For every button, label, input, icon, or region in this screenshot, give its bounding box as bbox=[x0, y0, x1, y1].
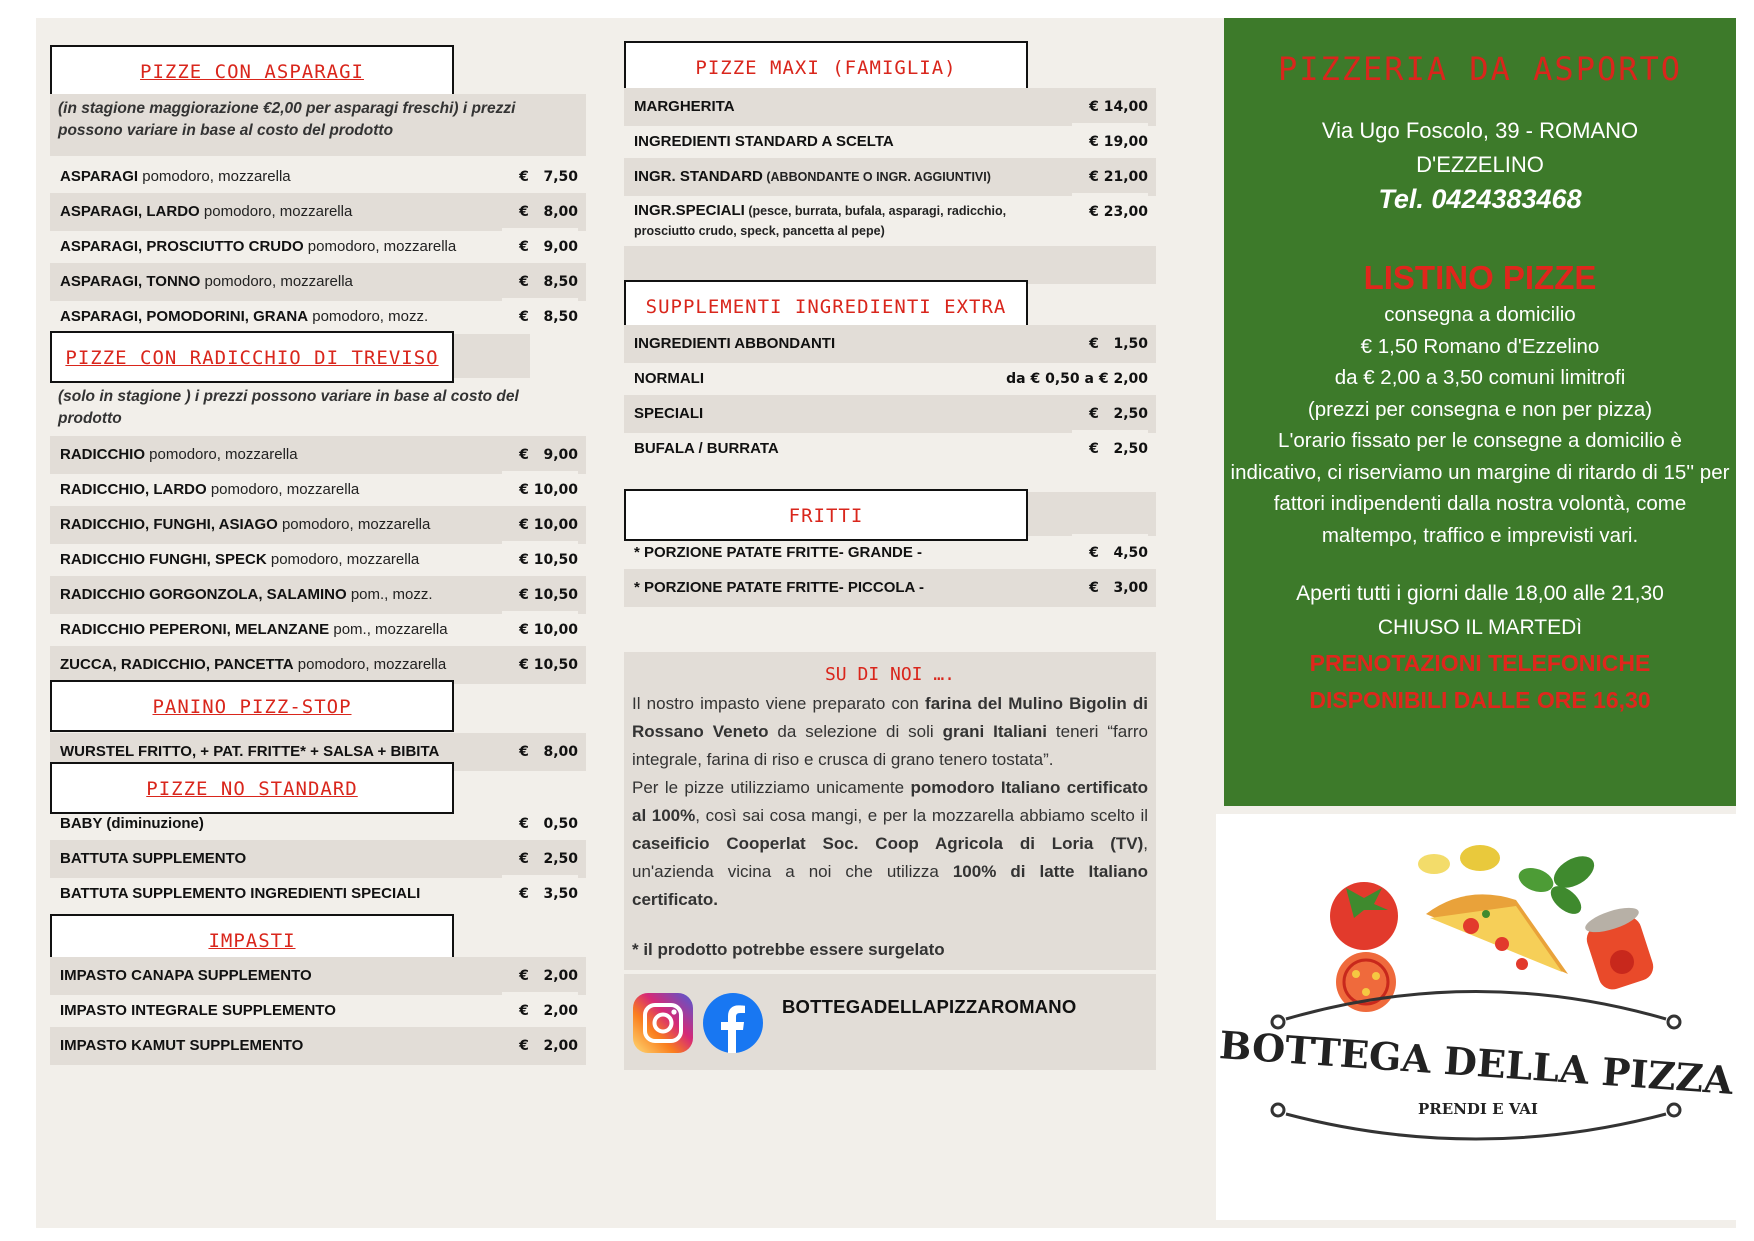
item-name: IMPASTO KAMUT SUPPLEMENTO bbox=[60, 1037, 304, 1054]
menu-item bbox=[50, 436, 586, 474]
section-title-maxi: PIZZE MAXI (FAMIGLIA) bbox=[624, 41, 1028, 93]
item-price: € 7,50 bbox=[502, 158, 578, 196]
item-price: € 3,00 bbox=[1089, 580, 1148, 596]
item-price: € 8,50 bbox=[519, 274, 578, 290]
delivery-line: (prezzi per consegna e non per pizza) bbox=[1307, 397, 1653, 421]
info-panel bbox=[1224, 18, 1736, 806]
menu-item bbox=[50, 992, 586, 1030]
item-price: € 10,50 bbox=[519, 657, 578, 673]
pizza-slice-icon bbox=[1426, 894, 1568, 974]
item-name: IMPASTO INTEGRALE SUPPLEMENTO bbox=[60, 1002, 336, 1019]
item-description: pomodoro, mozzarella bbox=[293, 656, 447, 673]
section-title-panino: PANINO PIZZ-STOP bbox=[50, 680, 454, 732]
item-name: INGREDIENTI STANDARD A SCELTA bbox=[634, 133, 894, 150]
item-price: € 9,00 bbox=[519, 447, 578, 463]
section-title-nostandard: PIZZE NO STANDARD bbox=[50, 762, 454, 814]
closed-day-line: CHIUSO IL MARTEDì bbox=[1377, 616, 1583, 639]
delivery-line: consegna a domicilio bbox=[1384, 303, 1576, 326]
item-description: pomodoro, mozz. bbox=[308, 308, 429, 325]
logo-block bbox=[1216, 814, 1736, 1220]
menu-item bbox=[50, 228, 586, 266]
item-name: INGREDIENTI ABBONDANTI bbox=[634, 335, 836, 352]
item-price: € 19,00 bbox=[1072, 123, 1148, 161]
menu-item bbox=[50, 576, 586, 614]
menu-item bbox=[624, 123, 1156, 161]
item-price: € 2,00 bbox=[502, 992, 578, 1030]
garlic-icon bbox=[1418, 845, 1500, 874]
section-title-fritti: FRITTI bbox=[624, 489, 1028, 541]
reservations-note bbox=[1224, 645, 1736, 719]
item-name: NORMALI bbox=[634, 370, 704, 387]
item-name: IMPASTO CANAPA SUPPLEMENTO bbox=[60, 967, 312, 984]
menu-page bbox=[36, 18, 1736, 1228]
menu-item bbox=[50, 875, 586, 913]
item-price: € 2,00 bbox=[519, 968, 578, 984]
opening-hours-line: Aperti tutti i giorni dalle 18,00 alle 21,30 bbox=[1296, 582, 1664, 605]
item-price: € 21,00 bbox=[1089, 169, 1148, 185]
menu-item bbox=[50, 193, 586, 231]
reservations-line: DISPONIBILI DALLE ORE 16,30 bbox=[1309, 687, 1651, 713]
section-title-radicchio: PIZZE CON RADICCHIO DI TREVISO bbox=[50, 331, 454, 383]
menu-item bbox=[624, 360, 1156, 398]
delivery-info bbox=[1224, 299, 1736, 551]
menu-item bbox=[50, 611, 586, 649]
delivery-line: € 1,50 Romano d'Ezzelino bbox=[1360, 334, 1600, 358]
social-bar bbox=[624, 974, 1156, 1070]
listino-title: LISTINO PIZZE bbox=[1363, 259, 1597, 296]
item-name: ASPARAGI, LARDO bbox=[60, 203, 200, 220]
tomato-icon bbox=[1330, 882, 1398, 950]
item-name: BATTUTA SUPPLEMENTO bbox=[60, 850, 247, 867]
item-name: ASPARAGI, POMODORINI, GRANA bbox=[60, 308, 309, 325]
item-price: € 8,50 bbox=[502, 298, 578, 336]
menu-item bbox=[624, 569, 1156, 607]
menu-item bbox=[50, 646, 586, 684]
tomato-slice-icon bbox=[1336, 952, 1396, 1012]
spacer-band bbox=[624, 246, 1156, 284]
menu-item bbox=[50, 541, 586, 579]
item-description: pomodoro, mozzarella bbox=[199, 203, 353, 220]
item-name: RADICCHIO FUNGHI, SPECK bbox=[60, 551, 267, 568]
menu-item bbox=[624, 534, 1156, 572]
item-name: INGR.SPECIALI bbox=[634, 202, 745, 219]
menu-item bbox=[50, 263, 586, 301]
item-description: (pesce, burrata, bufala, asparagi, radicchio, prosciutto crudo, speck, pancetta al pepe) bbox=[634, 204, 1007, 238]
section-title-impasti: IMPASTI bbox=[50, 914, 454, 966]
about-paragraph-2: Per le pizze utilizziamo unicamente pomodoro Italiano certificato al 100%, così sai cosa mangi, e per la mozzarella abbiamo scelto il caseificio Cooperlat Soc. Coop Agricola di Loria (TV), un'azienda vicina a noi che utilizza 100% di latte Italiano certificato. bbox=[632, 778, 1148, 909]
item-name: INGR. STANDARD bbox=[634, 168, 763, 185]
about-title: SU DI NOI …. bbox=[824, 664, 956, 685]
item-name: * PORZIONE PATATE FRITTE- GRANDE - bbox=[634, 544, 923, 561]
item-price: € 2,50 bbox=[1089, 406, 1148, 422]
menu-item bbox=[624, 395, 1156, 433]
item-name: ZUCCA, RADICCHIO, PANCETTA bbox=[60, 656, 294, 673]
bottega-logo bbox=[1216, 814, 1736, 1220]
item-price: € 10,00 bbox=[502, 611, 578, 649]
item-price: € 10,50 bbox=[502, 541, 578, 579]
menu-item bbox=[50, 1027, 586, 1065]
basil-icon bbox=[1515, 850, 1599, 919]
item-price: € 10,50 bbox=[519, 587, 578, 603]
logo-name: BOTTEGA DELLA PIZZA bbox=[1217, 1022, 1735, 1103]
about-us-box bbox=[624, 652, 1156, 970]
about-footnote: * il prodotto potrebbe essere surgelato bbox=[632, 940, 945, 959]
sauce-jar-icon bbox=[1583, 903, 1657, 993]
item-description: pomodoro, mozzarella bbox=[145, 446, 298, 463]
item-description: pom., mozz. bbox=[346, 586, 433, 603]
item-name: RADICCHIO, FUNGHI, ASIAGO bbox=[60, 516, 278, 533]
menu-item bbox=[50, 471, 586, 509]
facebook-icon[interactable] bbox=[702, 992, 764, 1054]
menu-item bbox=[50, 840, 586, 878]
item-description: pomodoro, mozzarella bbox=[266, 551, 420, 568]
item-name: BATTUTA SUPPLEMENTO INGREDIENTI SPECIALI bbox=[60, 885, 421, 902]
item-price: € 2,50 bbox=[519, 851, 578, 867]
item-name: RADICCHIO bbox=[60, 446, 145, 463]
item-description: (ABBONDANTE O INGR. AGGIUNTIVI) bbox=[762, 170, 991, 184]
item-price: € 8,00 bbox=[519, 744, 578, 760]
item-name: ASPARAGI bbox=[60, 168, 139, 185]
item-description: pomodoro, mozzarella bbox=[303, 238, 457, 255]
item-price: € 2,00 bbox=[519, 1038, 578, 1054]
section-title-supplementi: SUPPLEMENTI INGREDIENTI EXTRA bbox=[624, 280, 1028, 332]
item-price: € 0,50 bbox=[502, 805, 578, 843]
item-name: ASPARAGI, PROSCIUTTO CRUDO bbox=[60, 238, 304, 255]
menu-item bbox=[624, 430, 1156, 468]
reservations-line: PRENOTAZIONI TELEFONICHE bbox=[1309, 650, 1651, 676]
about-paragraph-1: Il nostro impasto viene preparato con farina del Mulino Bigolin di Rossano Veneto da selezione di soli grani Italiani teneri “farro integrale, farina di riso e crusca di grano tenero tostata”. bbox=[632, 694, 1148, 769]
item-name: BUFALA / BURRATA bbox=[634, 440, 779, 457]
menu-item bbox=[624, 158, 1156, 196]
asparagi-note: (in stagione maggiorazione €2,00 per asparagi freschi) i prezzi possono variare in base al costo del prodotto bbox=[50, 94, 586, 156]
item-name: * PORZIONE PATATE FRITTE- PICCOLA - bbox=[634, 579, 924, 596]
item-name: SPECIALI bbox=[634, 405, 704, 422]
social-handle[interactable]: BOTTEGADELLAPIZZAROMANO bbox=[782, 996, 1077, 1017]
item-price: € 23,00 bbox=[1072, 193, 1148, 231]
item-price: € 3,50 bbox=[502, 875, 578, 913]
item-name: BABY (diminuzione) bbox=[60, 815, 204, 832]
item-price: € 10,00 bbox=[502, 471, 578, 509]
menu-item bbox=[624, 193, 1156, 251]
delivery-line: da € 2,00 a 3,50 comuni limitrofi bbox=[1334, 366, 1626, 389]
item-price: € 4,50 bbox=[1072, 534, 1148, 572]
menu-item bbox=[50, 805, 586, 843]
logo-tagline: PRENDI E VAI bbox=[1418, 1100, 1538, 1118]
delivery-line: L'orario fissato per le consegne a domicilio è indicativo, ci riserviamo un margine di ritardo di 15'' per fattori indipendenti dalla nostra volontà, come maltempo, traffico e imprevisti vari. bbox=[1230, 429, 1730, 547]
menu-item bbox=[50, 158, 586, 196]
shop-title: PIZZERIA DA ASPORTO bbox=[1277, 50, 1683, 88]
shop-phone[interactable]: Tel. 0424383468 bbox=[1378, 184, 1582, 214]
item-price: € 10,00 bbox=[519, 517, 578, 533]
item-price: € 2,50 bbox=[1072, 430, 1148, 468]
item-price: € 14,00 bbox=[1089, 99, 1148, 115]
title-band bbox=[454, 334, 530, 378]
item-price: da € 0,50 a € 2,00 bbox=[1006, 371, 1148, 387]
item-description: pom., mozzarella bbox=[329, 621, 448, 638]
item-description: pomodoro, mozzarella bbox=[200, 273, 353, 290]
instagram-icon[interactable] bbox=[632, 992, 694, 1054]
section-title-asparagi: PIZZE CON ASPARAGI bbox=[50, 45, 454, 97]
opening-hours bbox=[1224, 577, 1736, 645]
item-name: RADICCHIO PEPERONI, MELANZANE bbox=[60, 621, 330, 638]
shop-address: Via Ugo Foscolo, 39 - ROMANO D'EZZELINO bbox=[1321, 118, 1639, 177]
item-price: € 9,00 bbox=[502, 228, 578, 266]
item-name: RADICCHIO, LARDO bbox=[60, 481, 207, 498]
item-price: € 8,00 bbox=[519, 204, 578, 220]
item-name: RADICCHIO GORGONZOLA, SALAMINO bbox=[60, 586, 347, 603]
item-description: pomodoro, mozzarella bbox=[138, 168, 291, 185]
item-name: WURSTEL FRITTO, + PAT. FRITTE* + SALSA + BIBITA bbox=[60, 743, 440, 760]
menu-item bbox=[624, 325, 1156, 363]
item-description: pomodoro, mozzarella bbox=[206, 481, 360, 498]
item-name: ASPARAGI, TONNO bbox=[60, 273, 201, 290]
item-price: € 1,50 bbox=[1089, 336, 1148, 352]
item-name: MARGHERITA bbox=[634, 98, 735, 115]
title-band bbox=[1028, 492, 1156, 536]
item-description: pomodoro, mozzarella bbox=[277, 516, 431, 533]
menu-item bbox=[624, 88, 1156, 126]
radicchio-note: (solo in stagione ) i prezzi possono variare in base al costo del prodotto bbox=[50, 384, 586, 436]
menu-item bbox=[50, 957, 586, 995]
menu-item bbox=[50, 506, 586, 544]
